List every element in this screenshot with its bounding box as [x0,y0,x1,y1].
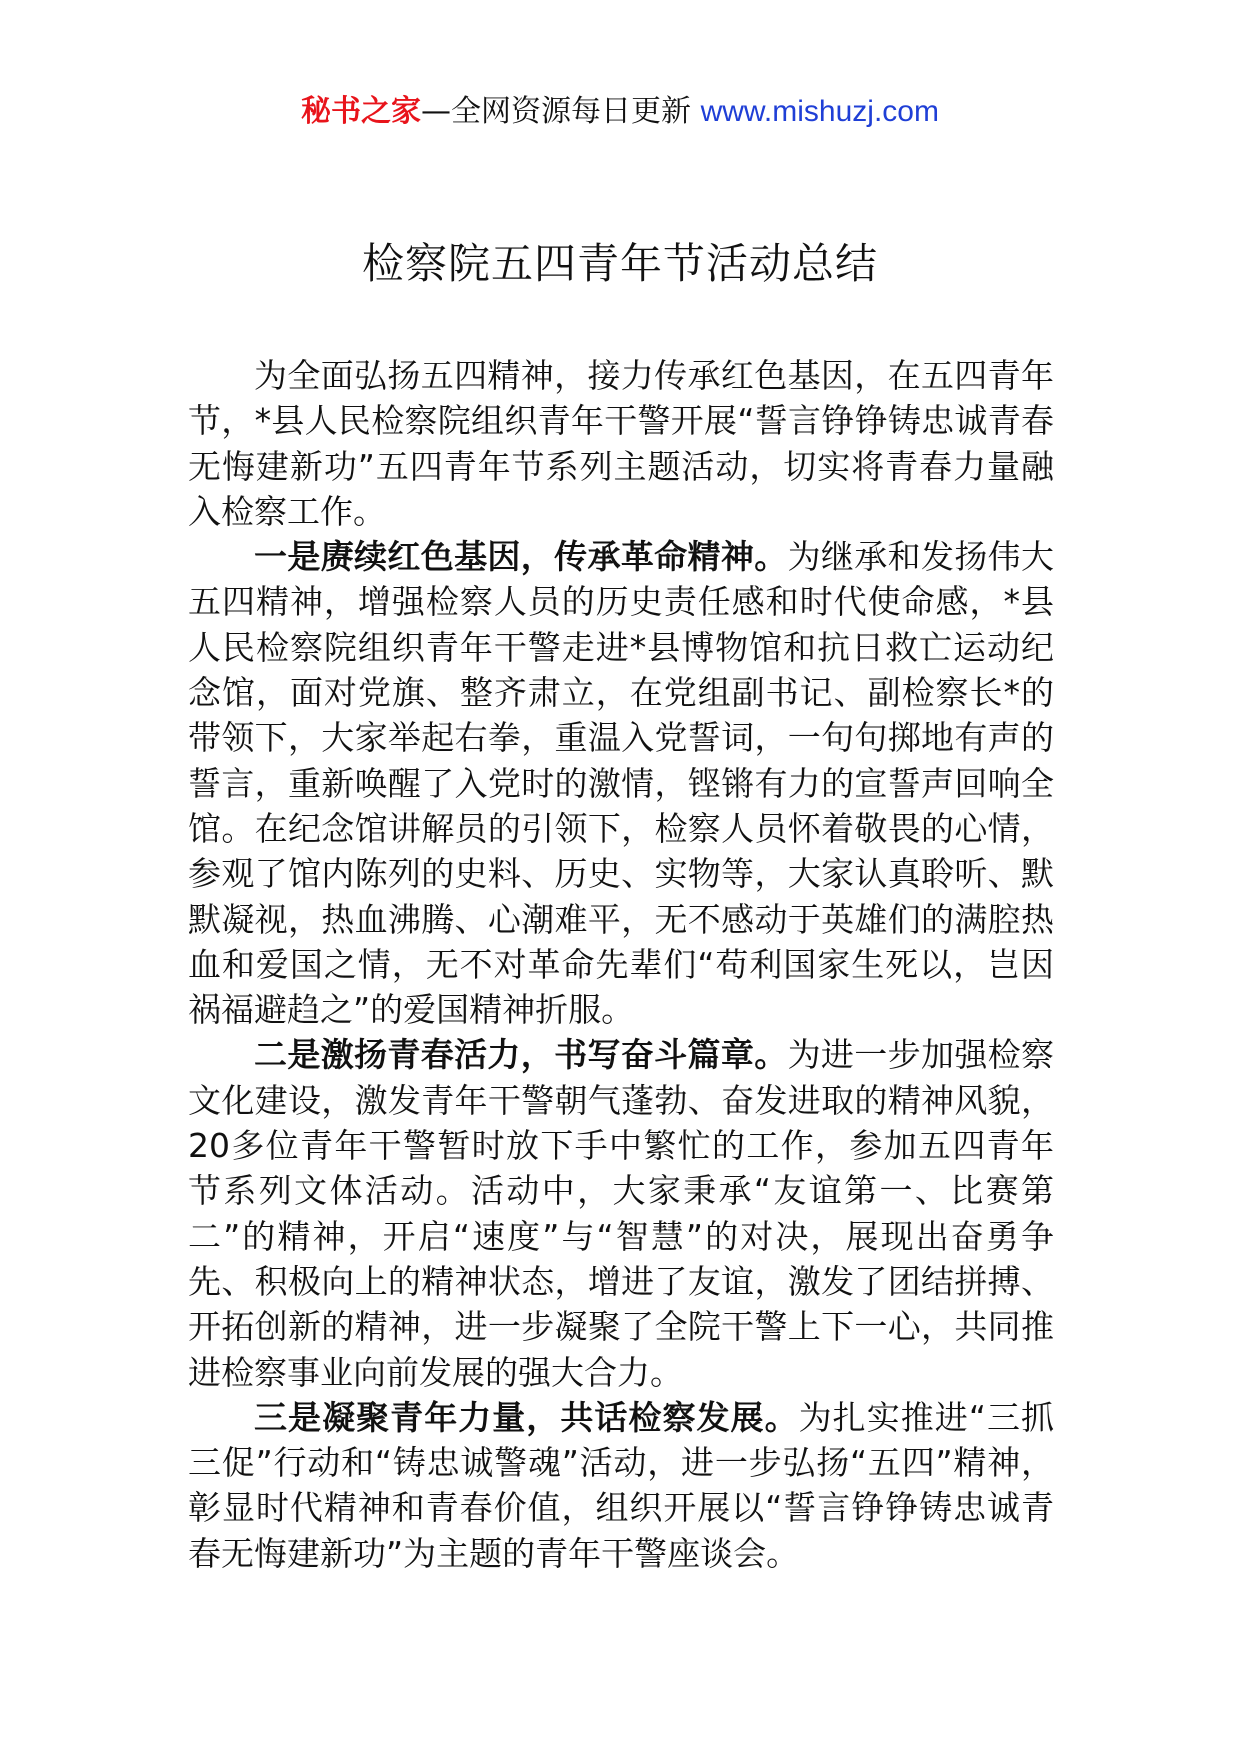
paragraph-intro [188,353,1054,534]
document-body [188,353,1054,1576]
section-heading: 一是赓续红色基因，传承革命精神。 [254,537,788,577]
paragraph-text: 为全面弘扬五四精神，接力传承红色基因，在五四青年节，*县人民检察院组织青年干警开展“誓言铮铮铸忠诚青春无悔建新功”五四青年节系列主题活动，切实将青春力量融入检察工作。 [188,356,1054,531]
paragraph-text: 为继承和发扬伟大五四精神，增强检察人员的历史责任感和时代使命感，*县人民检察院组织青年干警走进*县博物馆和抗日救亡运动纪念馆，面对党旗、整齐肃立，在党组副书记、副检察长*的带领下，大家举起右拳，重温入党誓词，一句句掷地有声的誓言，重新唤醒了入党时的激情，铿锵有力的宣誓声回响全馆。在纪念馆讲解员的引领下，检察人员怀着敬畏的心情，参观了馆内陈列的史料、历史、实物等，大家认真聆听、默默凝视，热血沸腾、心潮难平，无不感动于英雄们的满腔热血和爱国之情，无不对革命先辈们“苟利国家生死以，岂因祸福避趋之”的爱国精神折服。 [188,537,1055,1030]
header-slogan: —全网资源每日更新 [421,94,692,129]
paragraph-text: 为进一步加强检察文化建设，激发青年干警朝气蓬勃、奋发进取的精神风貌，20多位青年干警暂时放下手中繁忙的工作，参加五四青年节系列文体活动。活动中，大家秉承“友谊第一、比赛第二”的精神，开启“速度”与“智慧”的对决，展现出奋勇争先、积极向上的精神状态，增进了友谊，激发了团结拼搏、开拓创新的精神，进一步凝聚了全院干警上下一心，共同推进检察事业向前发展的强大合力。 [188,1035,1055,1392]
paragraph-section-1 [188,534,1054,1032]
brand-name: 秘书之家 [301,94,422,129]
site-header [0,92,1240,132]
section-heading: 三是凝聚青年力量，共话检察发展。 [254,1397,799,1437]
site-url-link[interactable]: www.mishuzj.com [700,95,939,128]
paragraph-section-2 [188,1032,1054,1394]
document-title: 检察院五四青年节活动总结 [361,239,878,288]
paragraph-text: 为扎实推进“三抓三促”行动和“铸忠诚警魂”活动，进一步弘扬“五四”精神，彰显时代精神和青春价值，组织开展以“誓言铮铮铸忠诚青春无悔建新功”为主题的青年干警座谈会。 [188,1397,1054,1573]
section-heading: 二是激扬青春活力，书写奋斗篇章。 [254,1035,788,1075]
paragraph-section-3 [188,1395,1054,1576]
